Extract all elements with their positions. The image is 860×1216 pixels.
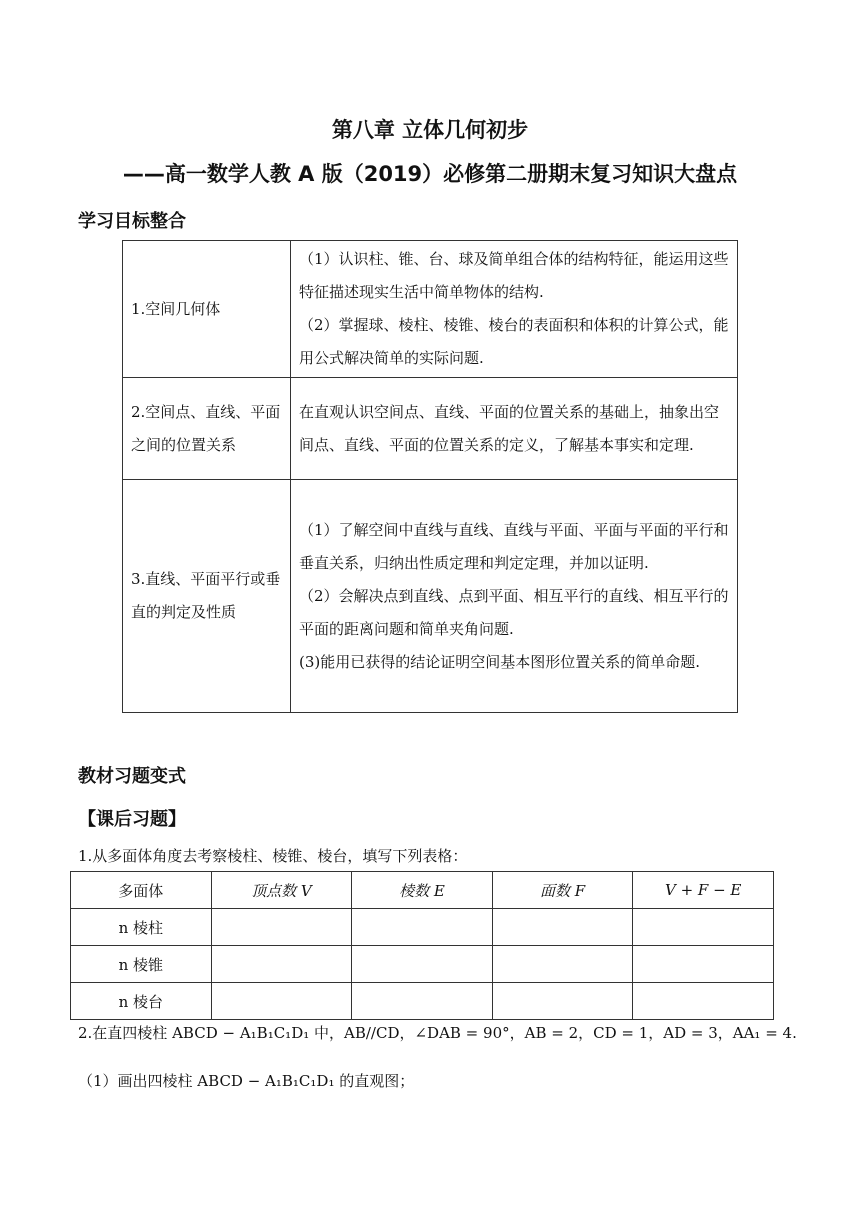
goal-topic: 1.空间几何体 — [123, 241, 291, 378]
column-header: 棱数 E — [352, 872, 493, 909]
goal-content — [291, 241, 738, 378]
table-row — [123, 241, 738, 378]
goal-line: （2）掌握球、棱柱、棱锥、棱台的表面积和体积的计算公式，能用公式解决简单的实际问题. — [299, 316, 729, 367]
table-cell — [352, 909, 493, 946]
column-header: 面数 F — [492, 872, 633, 909]
page-subtitle: ——高一数学人教 A 版（2019）必修第二册期末复习知识大盘点 — [122, 162, 738, 186]
goal-topic: 3.直线、平面平行或垂直的判定及性质 — [123, 480, 291, 713]
table-cell — [492, 946, 633, 983]
table-row — [71, 946, 774, 983]
table-cell — [352, 946, 493, 983]
table-cell — [633, 946, 774, 983]
goal-line: (3)能用已获得的结论证明空间基本图形位置关系的简单命题. — [299, 652, 701, 671]
table-cell — [633, 909, 774, 946]
goal-line: （1）了解空间中直线与直线、直线与平面、平面与平面的平行和垂直关系，归纳出性质定理和判定定理，并加以证明. — [299, 520, 729, 572]
page-title: 第八章 立体几何初步 — [331, 118, 529, 142]
column-header: 顶点数 V — [211, 872, 352, 909]
table-cell — [211, 946, 352, 983]
column-header: V + F − E — [633, 872, 774, 909]
section-heading-goals: 学习目标整合 — [78, 211, 186, 232]
table-row — [71, 909, 774, 946]
table-cell — [352, 983, 493, 1020]
table-cell — [633, 983, 774, 1020]
table-cell — [211, 909, 352, 946]
table-row — [123, 378, 738, 480]
goal-line: （1）认识柱、锥、台、球及简单组合体的结构特征，能运用这些特征描述现实生活中简单物体的结构. — [299, 250, 729, 301]
table-header-row — [71, 872, 774, 909]
table-row — [71, 983, 774, 1020]
goals-table — [122, 240, 738, 713]
polyhedron-table — [70, 871, 774, 1020]
section-subheading: 【课后习题】 — [78, 809, 186, 830]
table-cell: n 棱柱 — [71, 909, 212, 946]
table-cell — [211, 983, 352, 1020]
section-heading-exercises: 教材习题变式 — [78, 766, 186, 787]
question-1: 1.从多面体角度去考察棱柱、棱锥、棱台，填写下列表格： — [78, 847, 468, 865]
goal-topic: 2.空间点、直线、平面之间的位置关系 — [123, 378, 291, 480]
goal-line: （2）会解决点到直线、点到平面、相互平行的直线、相互平行的平面的距离问题和简单夹角问题. — [299, 586, 729, 638]
goal-content — [291, 378, 738, 480]
table-cell — [492, 909, 633, 946]
goal-content — [291, 480, 738, 713]
table-row — [123, 480, 738, 713]
table-cell: n 棱锥 — [71, 946, 212, 983]
column-header: 多面体 — [71, 872, 212, 909]
table-cell — [492, 983, 633, 1020]
question-2-part-1: （1）画出四棱柱 ABCD − A₁B₁C₁D₁ 的直观图； — [78, 1072, 415, 1090]
question-2: 2.在直四棱柱 ABCD − A₁B₁C₁D₁ 中，AB//CD，∠DAB = 90°，AB = 2，CD = 1，AD = 3，AA₁ = 4. — [78, 1024, 797, 1042]
table-cell: n 棱台 — [71, 983, 212, 1020]
goal-line: 在直观认识空间点、直线、平面的位置关系的基础上，抽象出空间点、直线、平面的位置关系的定义，了解基本事实和定理. — [299, 402, 720, 454]
